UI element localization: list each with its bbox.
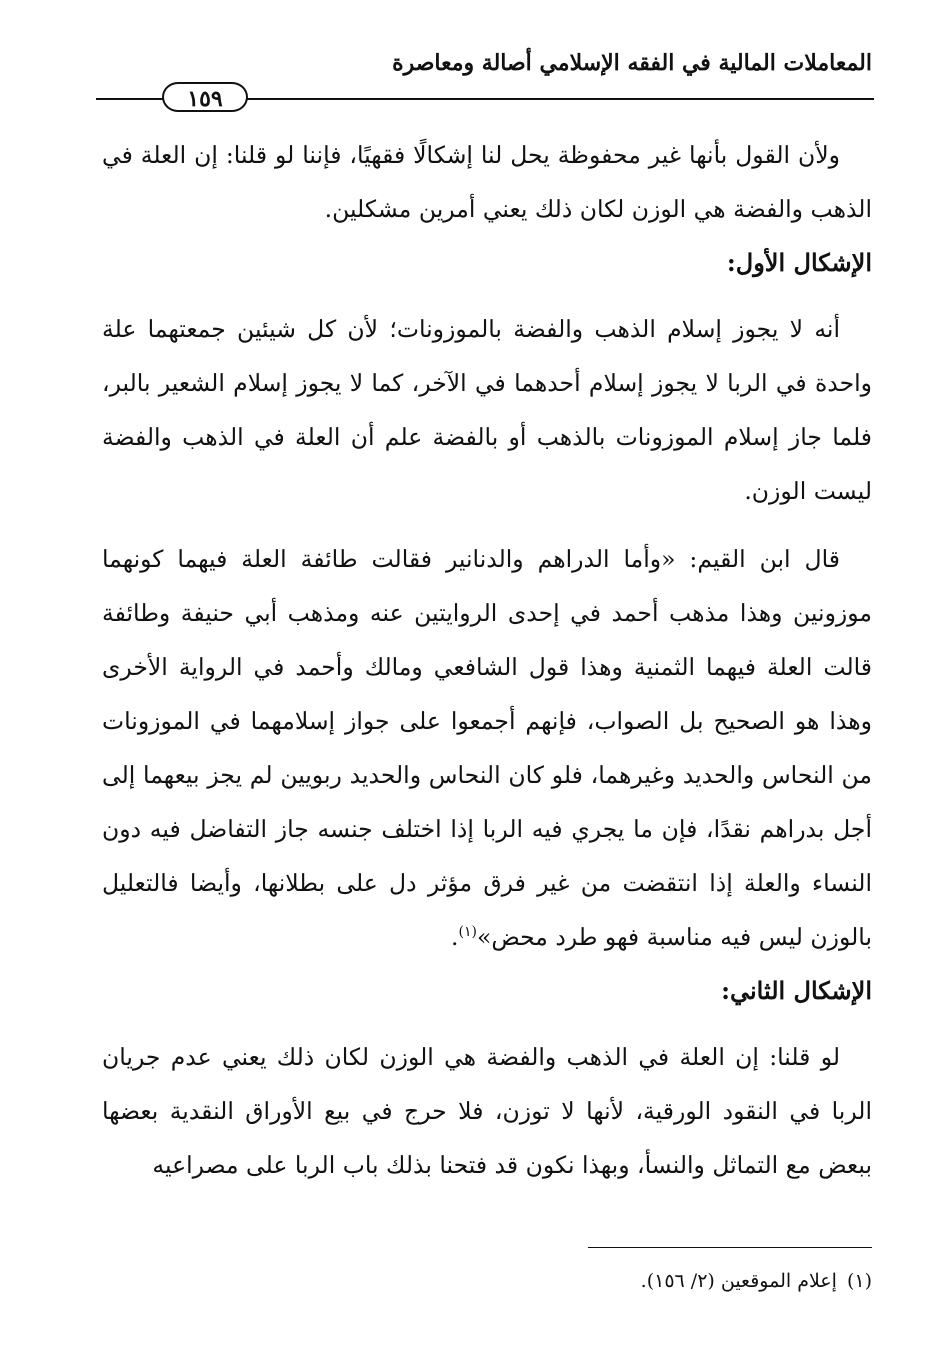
footnote-number: (١): [846, 1270, 872, 1292]
quote-text: قال ابن القيم: «وأما الدراهم والدنانير فقالت طائفة العلة فيهما كونهما موزونين وهذا مذهب أحمد في إحدى الروايتين عنه ومذهب أبي حنيفة وطائفة قالت العلة فيهما الثمنية وهذا قول الشافعي ومالك وأحمد في الرواية الأخرى وهذا هو الصحيح بل الصواب، فإنهم أجمعوا على جواز إسلامهما في الموزونات من النحاس والحديد وغيرهما، فلو كان النحاس والحديد ربويين لم يجز بيعهما إلى أجل بدراهم نقدًا، فإن ما يجري فيه الربا إذا اختلف جنسه جاز التفاضل فيه دون النساء والعلة إذا انتقضت من غير فرق مؤثر دل على بطلانها، وأيضا فالتعليل بالوزن ليس فيه مناسبة فهو طرد محض»: [102, 545, 872, 951]
body-text: [102, 128, 872, 1192]
footnote-text: إعلام الموقعين (٢/ ١٥٦).: [640, 1270, 837, 1292]
running-head-title: المعاملات المالية في الفقه الإسلامي أصالة ومعاصرة: [392, 50, 872, 76]
paragraph-first-problem: أنه لا يجوز إسلام الذهب والفضة بالموزونات؛ لأن كل شيئين جمعتهما علة واحدة في الربا لا يجوز إسلام أحدهما في الآخر، كما لا يجوز إسلام الشعير بالبر، فلما جاز إسلام الموزونات بالذهب أو بالفضة علم أن العلة في الذهب والفضة ليست الوزن.: [102, 315, 872, 505]
paragraph-intro: ولأن القول بأنها غير محفوظة يحل لنا إشكالًا فقهيًا، فإننا لو قلنا: إن العلة في الذهب والفضة هي الوزن لكان ذلك يعني أمرين مشكلين.: [102, 141, 872, 223]
page-number: ١٥٩: [162, 82, 248, 112]
footnote-reference: (١): [458, 924, 477, 941]
heading-second-problem: الإشكال الثاني:: [721, 976, 872, 1005]
quote-end-period: .: [450, 923, 459, 951]
heading-first-problem: الإشكال الأول:: [726, 248, 872, 277]
paragraph-ibn-qayyim-quote: [102, 532, 872, 964]
footnote-rule: [588, 1247, 872, 1248]
footnote: [102, 1266, 872, 1296]
paragraph-second-problem: لو قلنا: إن العلة في الذهب والفضة هي الوزن لكان ذلك يعني عدم جريان الربا في النقود الورقية، لأنها لا توزن، فلا حرج في بيع الأوراق النقدية بعضها ببعض مع التماثل والنسأ، وبهذا نكون قد فتحنا بذلك باب الربا على مصراعيه: [102, 1043, 872, 1179]
